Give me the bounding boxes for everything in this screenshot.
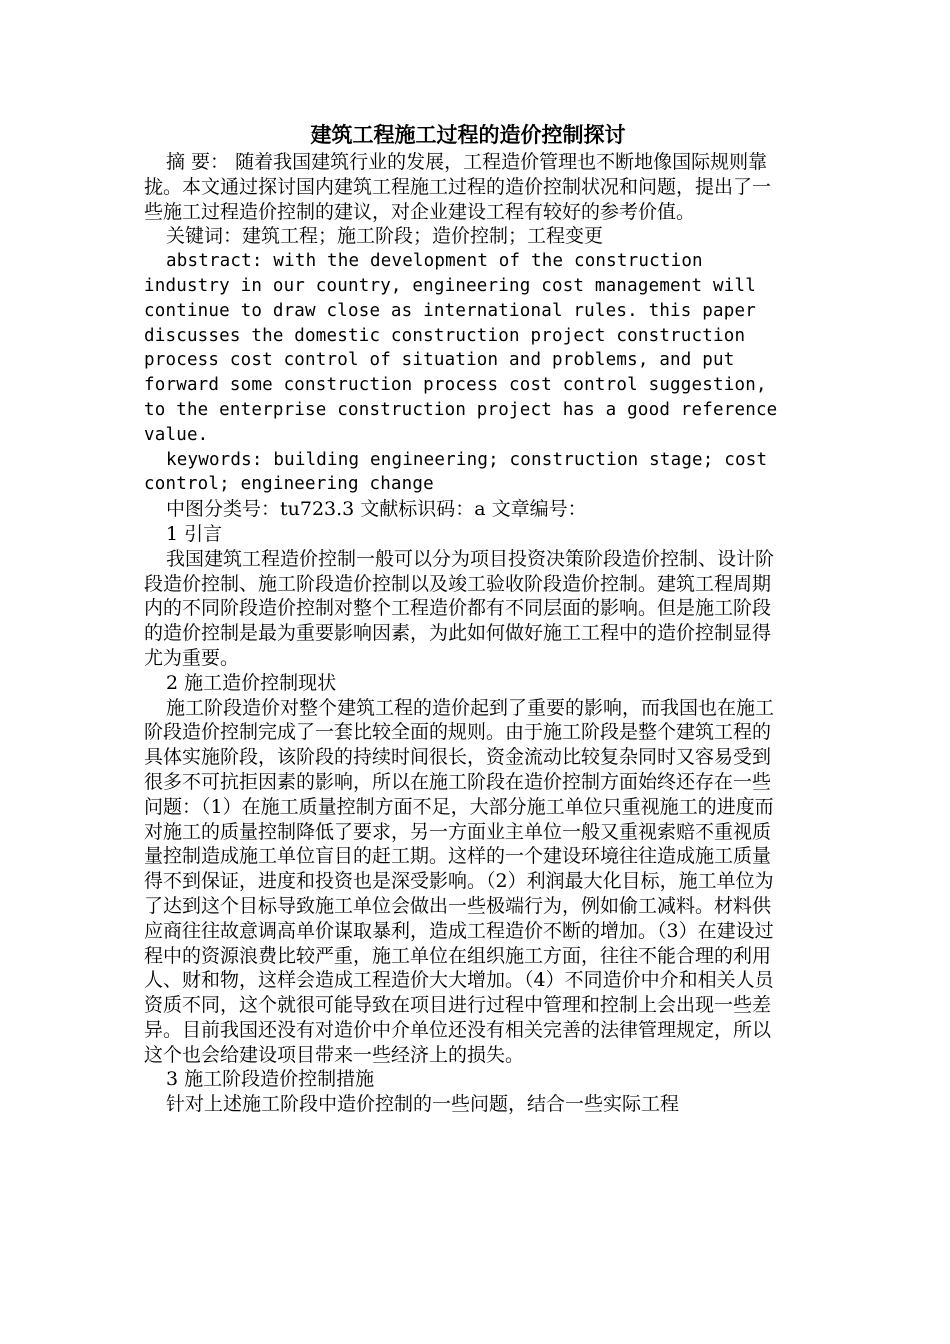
section-2-heading: 2 施工造价控制现状 (166, 671, 337, 694)
section-1-text: 我国建筑工程造价控制一般可以分为项目投资决策阶段造价控制、设计阶段造价控制、施工阶段造价控制以及竣工验收阶段造价控制。建筑工程周期内的不同阶段造价控制对整个工程造价都有不同层面的影响。但是施工阶段的造价控制是最为重要影响因素，为此如何做好施工工程中的造价控制显得尤为重要。 (144, 547, 775, 669)
classification-line: 中图分类号：tu723.3 文献标识码：a 文章编号： (166, 498, 587, 521)
document-body (144, 120, 784, 1117)
keywords-en: keywords: building engineering; construction stage; cost control; engineering change (144, 449, 768, 495)
document-title: 建筑工程施工过程的造价控制探讨 (310, 122, 626, 147)
abstract-en: abstract: with the development of the construction industry in our country, engineering cost management will continue to draw close as international rules. this paper discusses the domestic construction project construction process cost control of situation and problems, and put forward some construction process cost control suggestion, to the enterprise construction project has a good reference value. (144, 251, 778, 445)
section-3-text: 针对上述施工阶段中造价控制的一些问题，结合一些实际工程 (166, 1093, 680, 1116)
keywords-cn: 关键词：建筑工程；施工阶段；造价控制；工程变更 (166, 225, 604, 248)
section-1-heading: 1 引言 (166, 522, 223, 545)
section-2-text: 施工阶段造价对整个建筑工程的造价起到了重要的影响，而我国也在施工阶段造价控制完成了一套比较全面的规则。由于施工阶段是整个建筑工程的具体实施阶段，该阶段的持续时间很长，资金流动比较复杂同时又容易受到很多不可抗拒因素的影响，所以在施工阶段在造价控制方面始终还存在一些问题：（1）在施工质量控制方面不足，大部分施工单位只重视施工的进度而对施工的质量控制降低了要求，另一方面业主单位一般又重视索赔不重视质量控制造成施工单位盲目的赶工期。这样的一个建设环境往往造成施工质量得不到保证，进度和投资也是深受影响。（2）利润最大化目标，施工单位为了达到这个目标导致施工单位会做出一些极端行为，例如偷工减料。材料供应商往往故意调高单价谋取暴利，造成工程造价不断的增加。（3）在建设过程中的资源浪费比较严重，施工单位在组织施工方面，往往不能合理的利用人、财和物，这样会造成工程造价大大增加。（4）不同造价中介和相关人员资质不同，这个就很可能导致在项目进行过程中管理和控制上会出现一些差异。目前我国还没有对造价中介单位还没有相关完善的法律管理规定，所以这个也会给建设项目带来一些经济上的损失。 (144, 696, 775, 1066)
section-3-heading: 3 施工阶段造价控制措施 (166, 1068, 375, 1091)
abstract-cn: 摘 要： 随着我国建筑行业的发展，工程造价管理也不断地像国际规则靠拢。本文通过探讨国内建筑工程施工过程的造价控制状况和问题，提出了一些施工过程造价控制的建议，对企业建设工程有较好的参考价值。 (144, 151, 772, 223)
